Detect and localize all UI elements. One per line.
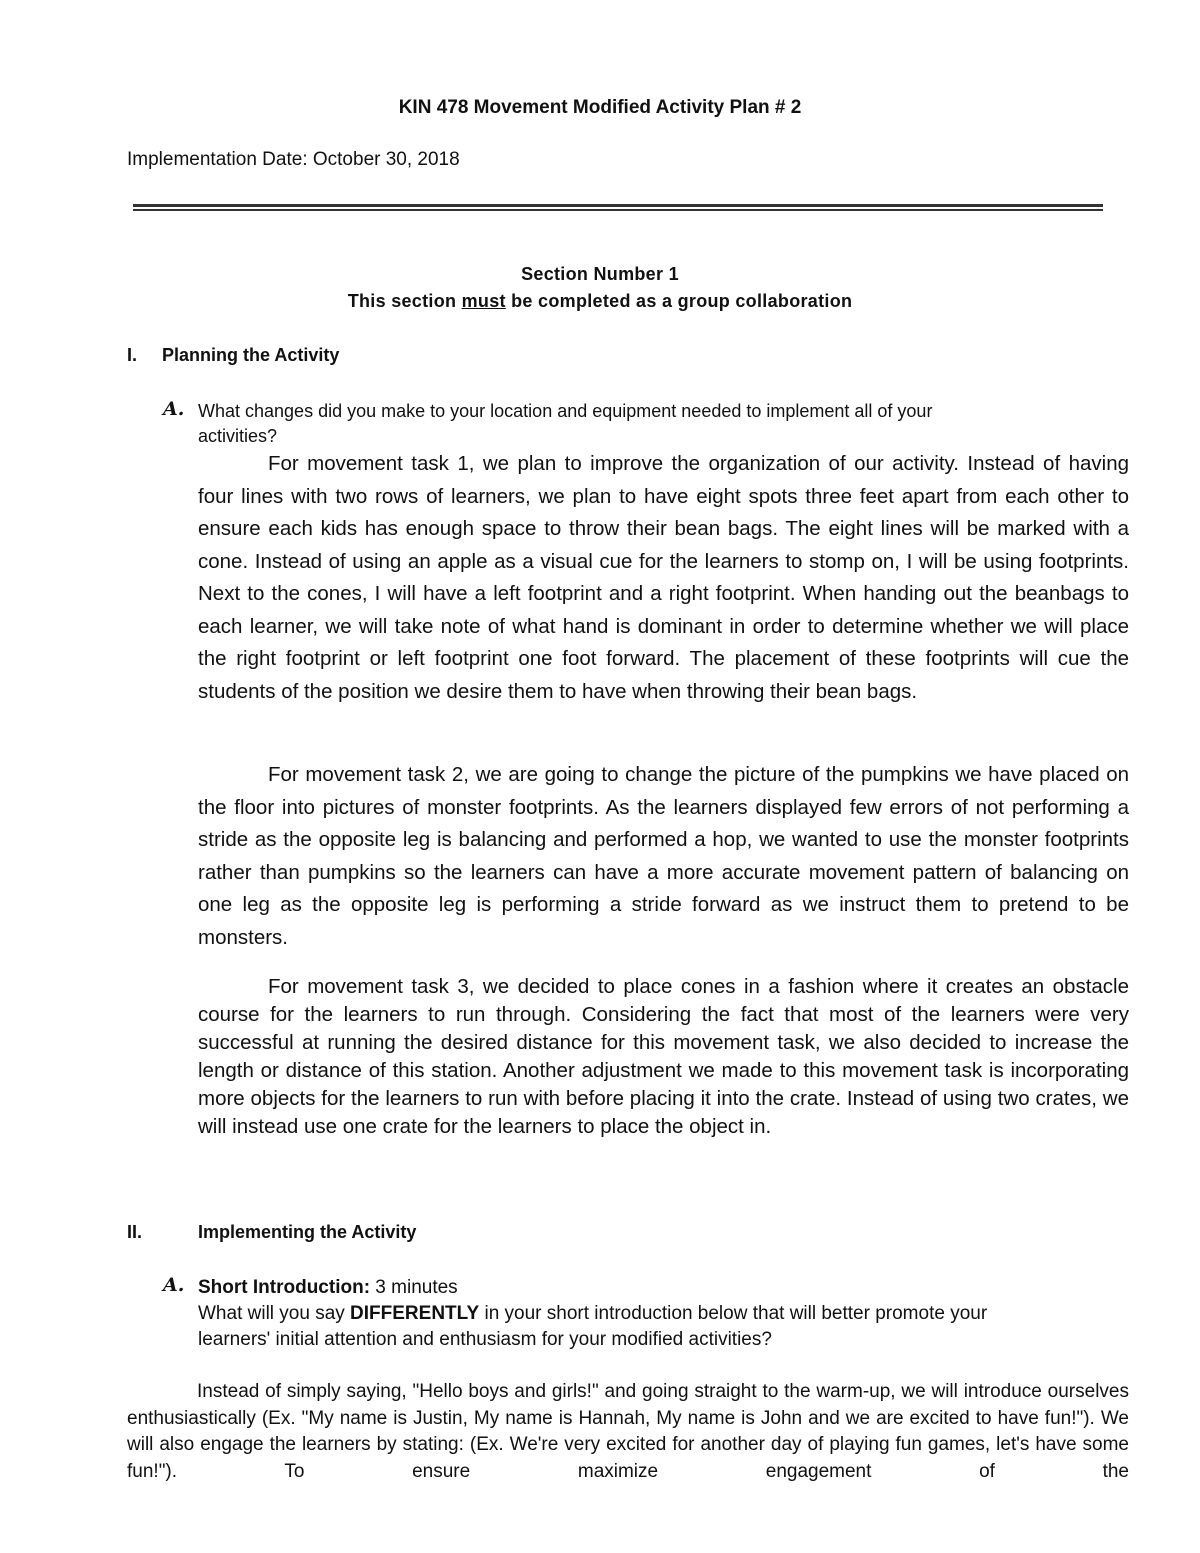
section-heading: Section Number 1 (521, 264, 679, 284)
document-title: KIN 478 Movement Modified Activity Plan # 2 (398, 97, 802, 118)
header-divider-top (133, 204, 1103, 207)
part-two-item-a-heading (198, 1275, 458, 1300)
part-one-item-a-letter: A. (163, 398, 185, 420)
short-introduction-duration: 3 minutes (370, 1277, 458, 1298)
part-two-numeral: II. (127, 1222, 143, 1242)
part-two-item-a-question-line1 (198, 1301, 987, 1326)
answer-task-3 (198, 973, 1129, 1141)
answer-task-3-text: For movement task 3, we decided to place cones in a fashion where it creates an obstacle course for the learners to run through. Considering the fact that most of the learners were very successful at running the desired distance for this movement task, we also decided to increase the length or distance of this station. Another adjustment we made to this movement task is incorporating more objects for the learners to run with before placing it into the crate. Instead of using two crates, we will instead use one crate for the learners to place the object in. (198, 975, 1129, 1138)
part-two-title: Implementing the Activity (198, 1222, 417, 1242)
header-divider-bottom (133, 209, 1103, 211)
part-two-item-a-question-line2: learners' initial attention and enthusiasm for your modified activities? (198, 1329, 772, 1350)
short-introduction-label: Short Introduction: (198, 1277, 371, 1298)
part-one-item-a-question-line1: What changes did you make to your location and equipment needed to implement all of your (198, 401, 933, 421)
subheading-text: This section (347, 291, 462, 311)
answer-task-1-text: For movement task 1, we plan to improve the organization of our activity. Instead of having four lines with two rows of learners, we plan to have eight spots three feet apart from each other to ensure each kids has enough space to throw their bean bags. The eight lines will be marked with a cone. Instead of using an apple as a visual cue for the learners to stomp on, I will be using footprints. Next to the cones, I will have a left footprint and a right footprint. When handing out the beanbags to each learner, we will take note of what hand is dominant in order to determine whether we will place the right footprint or left footprint one foot forward. The placement of these footprints will cue the students of the position we desire them to have when throwing their bean bags. (198, 452, 1129, 703)
implementation-date: Implementation Date: October 30, 2018 (127, 149, 460, 170)
part-one-numeral: I. (127, 345, 138, 365)
question-text: What will you say (198, 1303, 351, 1324)
section-subheading (0, 291, 1200, 312)
question-emphasis: DIFFERENTLY (350, 1303, 480, 1324)
short-introduction-answer: Instead of simply saying, "Hello boys and girls!" and going straight to the warm-up, we will introduce ourselves enthusiastically (Ex. "My name is Justin, My name is Hannah, My name is John and we are excited to have fun!"). We will also engage the learners by stating: (Ex. We're very excited for another day of playing fun games, let's have some fun!"). To ensure maximize engagement of the (127, 1381, 1129, 1482)
answer-task-2 (198, 759, 1129, 954)
part-one-item-a-question-line2: activities? (198, 426, 278, 446)
answer-task-1 (198, 448, 1129, 708)
subheading-emphasis: must (461, 291, 506, 311)
subheading-text-end: be completed as a group collaboration (505, 291, 853, 311)
part-one-title: Planning the Activity (162, 345, 340, 365)
answer-task-2-text: For movement task 2, we are going to change the picture of the pumpkins we have placed on the floor into pictures of monster footprints. As the learners displayed few errors of not performing a stride as the opposite leg is balancing and performed a hop, we wanted to use the monster footprints rather than pumpkins so the learners can have a more accurate movement pattern of balancing on one leg as the opposite leg is performing a stride forward as we instruct them to pretend to be monsters. (198, 763, 1129, 949)
question-text-end: in your short introduction below that will better promote your (479, 1303, 988, 1324)
part-two-item-a-letter: A. (163, 1274, 185, 1296)
